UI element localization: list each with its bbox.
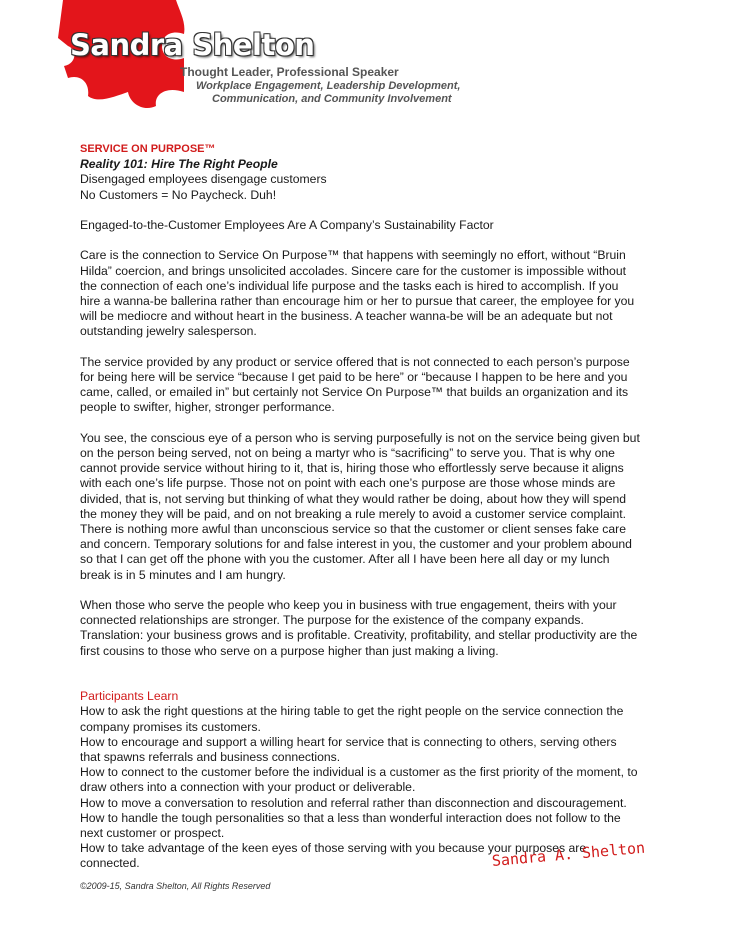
letterhead (0, 0, 731, 120)
handwritten-signature: Sandra A. Shelton (491, 838, 646, 870)
paragraph: You see, the conscious eye of a person who is serving purposefully is not on the service being given but on the person being served, not on being a martyr who is “sacrificing” to serve you. That is why one cannot provide service without hiring to it, that is, hiring those who effortlessly serve because it aligns with each one’s life purpse. Those not on point with each one’s purpose are those whose minds are divided, that is, not serving but thinking of what they would rather be doing, about how they will spend the money they will be paid, and on not breaking a rule merely to avoid a customer service complaint. There is nothing more awful than unconscious service so that the customer or client senses fake care and concern. Temporary solutions for and false interest in you, the customer and your problem abound so that I can get off the phone with you the customer. After all I have been here all day or my lunch break is in 5 minutes and I am hungry. (80, 430, 640, 582)
focus-line-2: Communication, and Community Involvement (212, 93, 452, 105)
article-body (80, 142, 640, 872)
paragraph: When those who serve the people who keep you in business with true engagement, theirs with your connected relationships are stronger. The purpose for the existence of the company expands. Translation: your business grows and is profitable. Creativity, profitability, and stellar productivity are the first cousins to those who serve on a purpose higher than just making a living. (80, 598, 638, 658)
learn-item: How to ask the right questions at the hiring table to get the right people on the service connection the company promises its customers. (80, 704, 624, 734)
learn-item: How to encourage and support a willing heart for service that is connecting to others, serving others that spawns referrals and business connections. (80, 734, 617, 765)
intro-line-2: No Customers = No Paycheck. Duh! (80, 187, 277, 202)
brand-name: Sandra Shelton (70, 28, 315, 62)
copyright-notice: ©2009-15, Sandra Shelton, All Rights Reserved (80, 881, 271, 891)
learn-item: How to handle the tough personalities so that a less than wonderful interaction does not follow to the next customer or prospect. (80, 810, 621, 841)
tagline: Thought Leader, Professional Speaker (180, 65, 399, 79)
section-label: SERVICE ON PURPOSE™ (80, 143, 216, 155)
learn-item: How to connect to the customer before the individual is a customer as the first priority of the moment, to draw others into a connection with your product or deliverable. (80, 765, 638, 795)
lead-statement: Engaged-to-the-Customer Employees Are A Company’s Sustainability Factor (80, 218, 494, 232)
participants-learn-heading: Participants Learn (80, 689, 179, 704)
focus-line-1: Workplace Engagement, Leadership Development, (196, 80, 461, 92)
article-subtitle: Reality 101: Hire The Right People (80, 157, 278, 172)
paragraph: The service provided by any product or service offered that is not connected to each person’s purpose for being here will be service “because I get paid to be here” or “because I happen to be here and you came, called, or emailed in” but certainly not Service On Purpose™ that builds an organization and its people to swifter, higher, stronger performance. (80, 354, 630, 415)
intro-line-1: Disengaged employees disengage customers (80, 172, 327, 187)
learn-item: How to take advantage of the keen eyes of those serving with you because your purposes are connected. (80, 841, 587, 871)
paragraph: Care is the connection to Service On Purpose™ that happens with seemingly no effort, without “Bruin Hilda” coercion, and brings unsolicited accolades. Sincere care for the customer is impossible without the connection of each one’s individual life purpose and the tasks each is hired to accomplish. If you hire a wanna-be ballerina rather than encourage him or her to pursue that career, the employee for you will be mediocre and without heart in the business. A teacher wanna-be will be an adequate but not outstanding jewelry salesperson. (80, 248, 635, 339)
learn-item: How to move a conversation to resolution and referral rather than disconnection and discouragement. (80, 795, 627, 810)
